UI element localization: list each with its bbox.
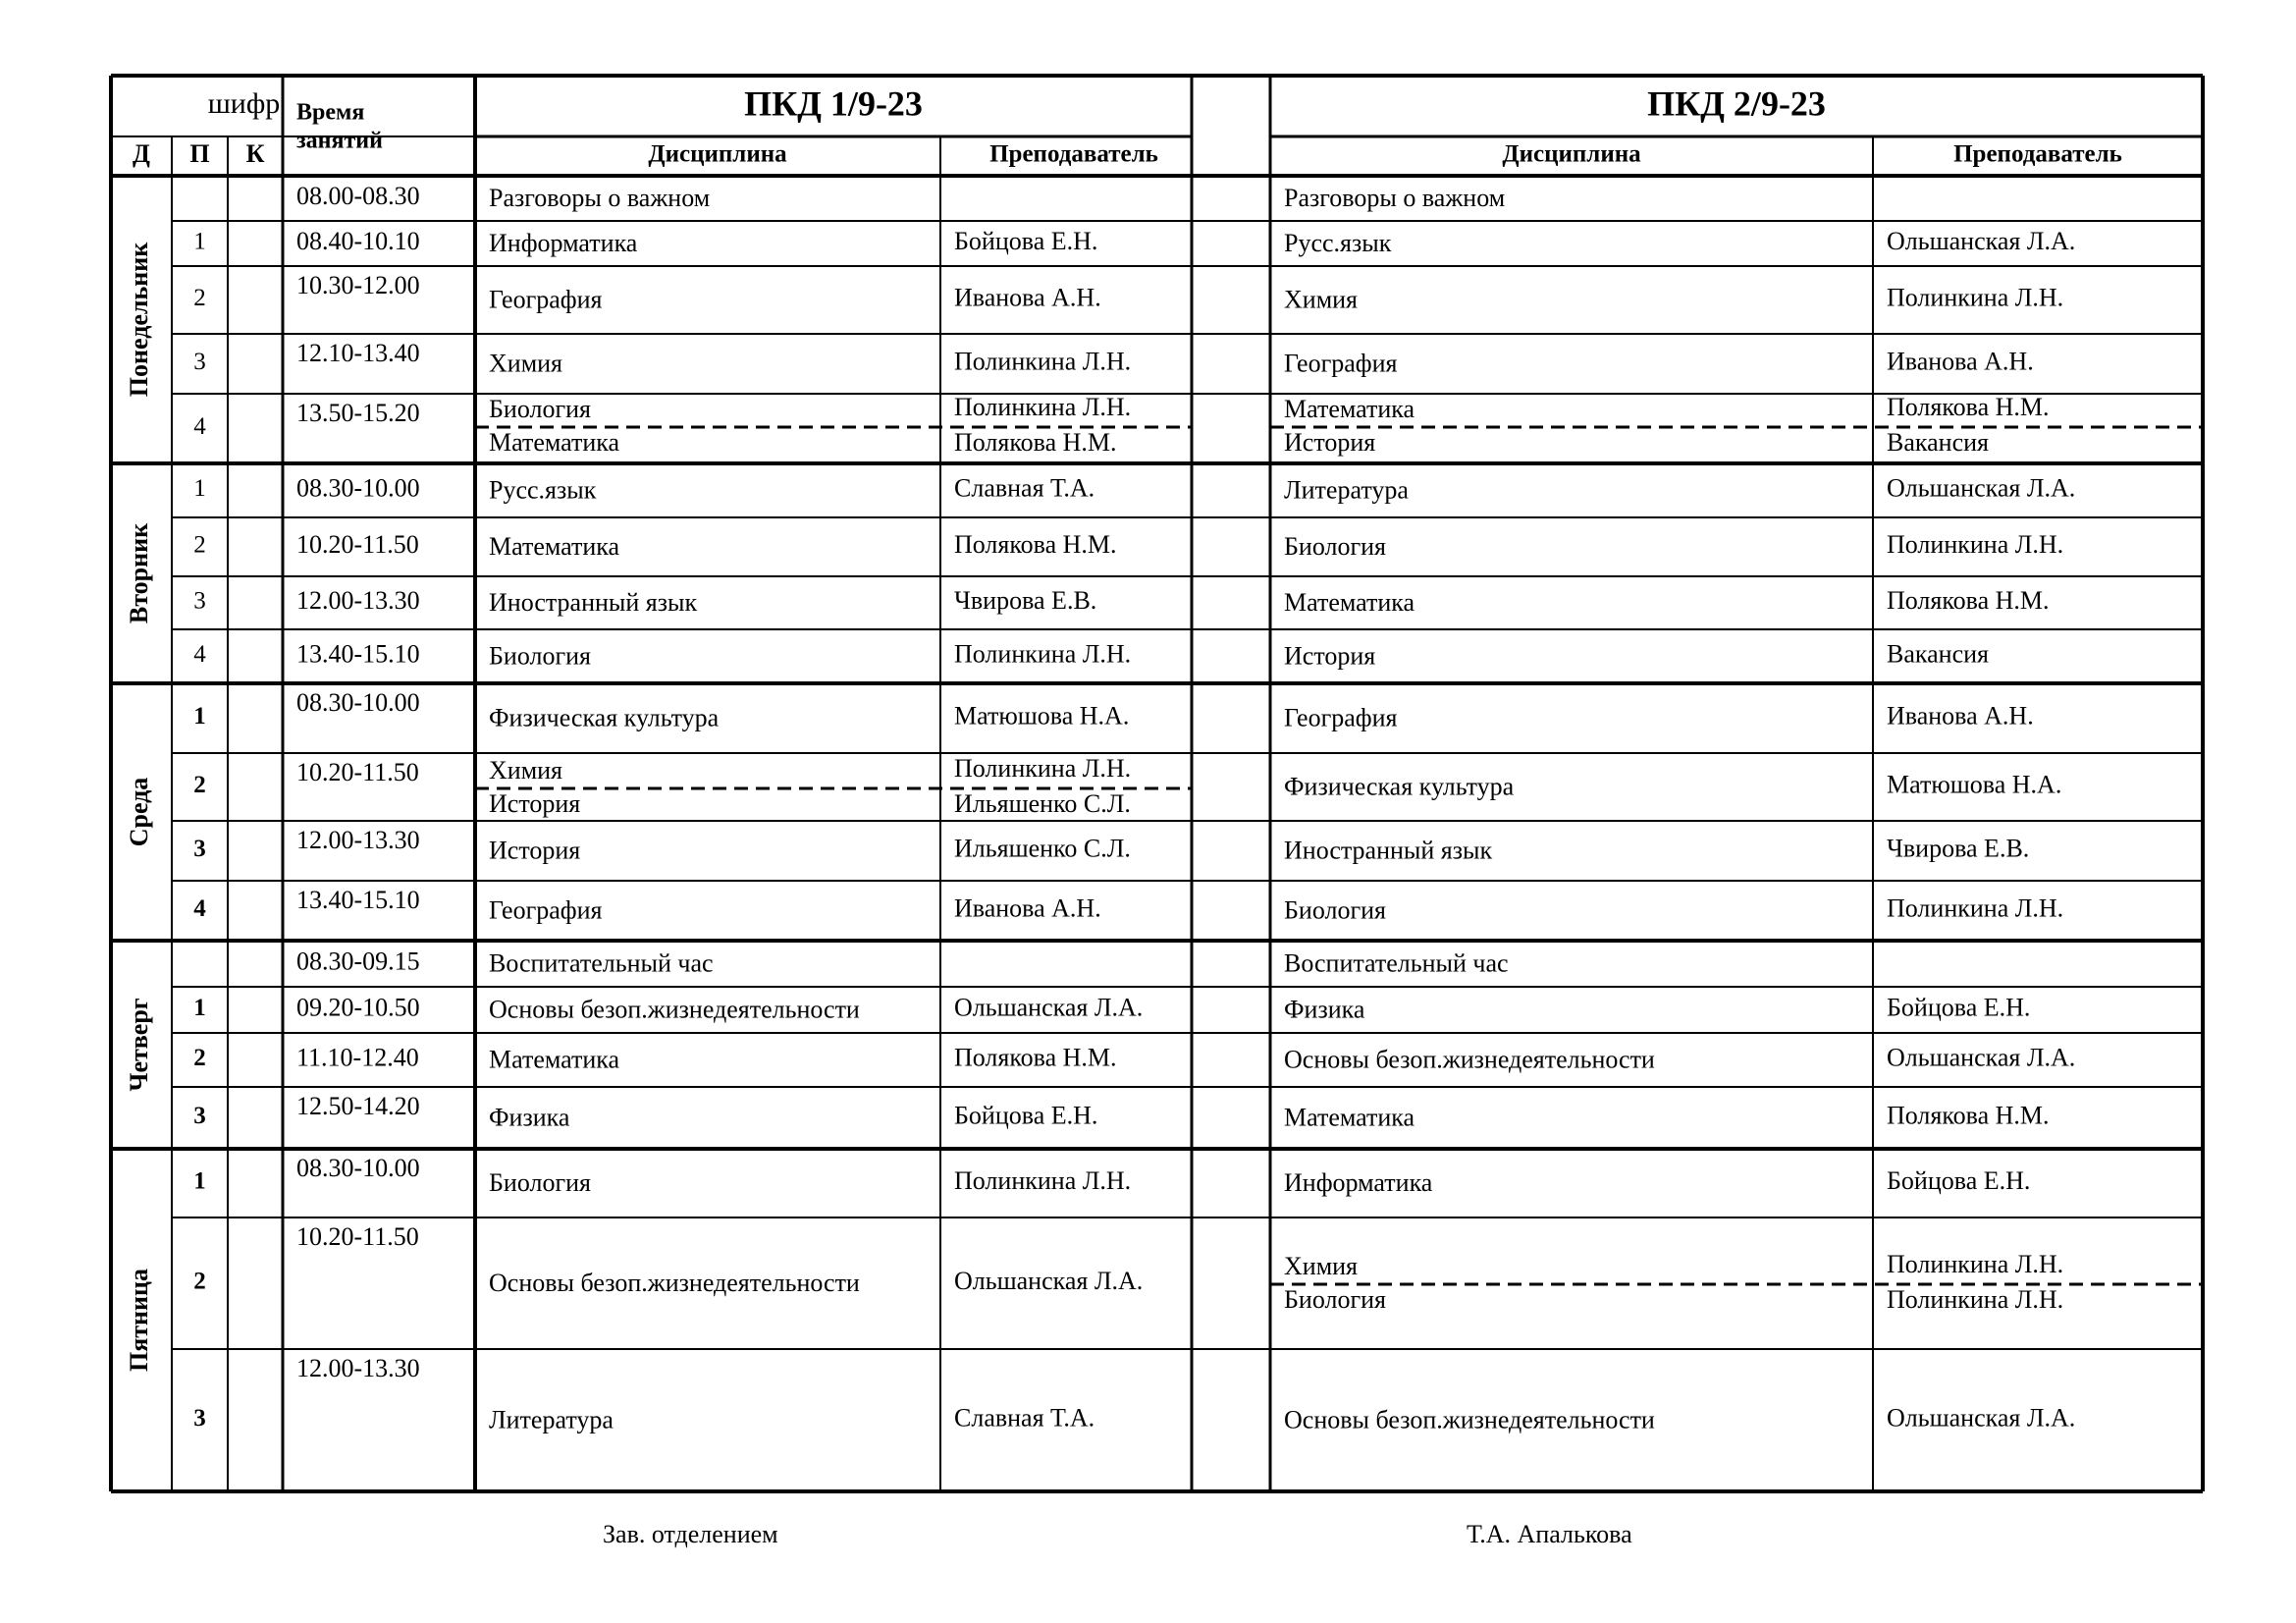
g1-teacher: Полякова Н.М.	[954, 529, 1117, 559]
lesson-number: 3	[193, 587, 206, 615]
g1-discipline: Физика	[489, 1103, 570, 1132]
g2-teacher: Чвирова Е.В.	[1887, 834, 2030, 863]
lesson-time: 10.20-11.50	[296, 757, 419, 786]
lesson-number: 2	[193, 772, 206, 799]
g2-discipline: Биология	[1284, 531, 1387, 561]
g2-discipline: Физика	[1284, 995, 1365, 1024]
lesson-time: 10.20-11.50	[296, 1221, 419, 1251]
g1-discipline: География	[489, 895, 603, 925]
g2-teacher: Полякова Н.М.	[1887, 585, 2050, 615]
lesson-time: 10.20-11.50	[296, 529, 419, 559]
header-col-k: К	[245, 138, 265, 168]
lesson-time: 08.40-10.10	[296, 226, 420, 255]
g2-teacher: Вакансия	[1887, 427, 1989, 457]
g1-teacher: Бойцова Е.Н.	[954, 226, 1098, 255]
g2-discipline: История	[1284, 427, 1376, 457]
day-name: Понедельник	[124, 242, 153, 398]
g1-teacher: Полякова Н.М.	[954, 427, 1117, 457]
header-group2: ПКД 2/9-23	[1647, 83, 1826, 124]
lesson-number: 3	[193, 349, 206, 376]
header-group1: ПКД 1/9-23	[744, 83, 923, 124]
lesson-number: 2	[193, 531, 206, 559]
g2-discipline: Информатика	[1284, 1167, 1433, 1197]
g1-teacher: Иванова А.Н.	[954, 283, 1101, 312]
header-time-1: Время	[296, 99, 365, 126]
lesson-time: 12.00-13.30	[296, 1353, 420, 1382]
g2-teacher: Ольшанская Л.А.	[1887, 226, 2076, 255]
g2-teacher: Бойцова Е.Н.	[1887, 1165, 2031, 1195]
g1-discipline: География	[489, 285, 603, 314]
g2-teacher: Полинкина Л.Н.	[1887, 893, 2064, 923]
g2-discipline: Математика	[1284, 1103, 1415, 1132]
g2-discipline: История	[1284, 641, 1376, 671]
g1-teacher: Матюшова Н.А.	[954, 701, 1130, 730]
g2-teacher: Полякова Н.М.	[1887, 1101, 2050, 1130]
g1-discipline: Математика	[489, 1045, 620, 1074]
g2-discipline: Разговоры о важном	[1284, 183, 1506, 212]
lesson-time: 13.40-15.10	[296, 885, 420, 914]
g2-teacher: Вакансия	[1887, 639, 1989, 669]
lesson-time: 08.30-10.00	[296, 1153, 420, 1182]
lesson-time: 08.00-08.30	[296, 181, 420, 210]
g2-teacher: Ольшанская Л.А.	[1887, 1043, 2076, 1072]
lesson-number: 1	[193, 703, 206, 730]
g1-discipline: Основы безоп.жизнедеятельности	[489, 995, 860, 1024]
g2-discipline: Основы безоп.жизнедеятельности	[1284, 1405, 1655, 1434]
g1-teacher: Славная Т.А.	[954, 473, 1095, 503]
g1-discipline: Математика	[489, 531, 620, 561]
g1-discipline: Физическая культура	[489, 703, 720, 732]
g1-teacher: Ильяшенко С.Л.	[954, 834, 1131, 863]
lesson-time: 12.50-14.20	[296, 1091, 420, 1120]
lesson-time: 09.20-10.50	[296, 993, 420, 1022]
g2-discipline: Биология	[1284, 895, 1387, 925]
header-time-2: занятий	[296, 128, 383, 154]
lesson-time: 12.00-13.30	[296, 585, 420, 615]
g2-discipline: Литература	[1284, 475, 1409, 505]
header-g2-teacher: Преподаватель	[1953, 140, 2122, 168]
g1-teacher: Полинкина Л.Н.	[954, 347, 1132, 376]
g1-teacher: Полинкина Л.Н.	[954, 753, 1132, 783]
lesson-number: 4	[193, 641, 206, 669]
g1-discipline: Биология	[489, 641, 592, 671]
header-g1-discipline: Дисциплина	[648, 140, 787, 168]
g2-discipline: География	[1284, 349, 1398, 378]
g2-teacher: Полинкина Л.Н.	[1887, 1284, 2064, 1314]
footer-signer: Т.А. Апалькова	[1467, 1520, 1632, 1548]
g2-teacher: Полинкина Л.Н.	[1887, 529, 2064, 559]
lesson-number: 2	[193, 1268, 206, 1295]
g1-discipline: Информатика	[489, 228, 638, 257]
lesson-number: 3	[193, 1103, 206, 1130]
g2-discipline: Химия	[1284, 285, 1359, 314]
g1-teacher: Ольшанская Л.А.	[954, 993, 1144, 1022]
g1-discipline: Химия	[489, 349, 563, 378]
lesson-number: 2	[193, 285, 206, 312]
lesson-number: 1	[193, 1167, 206, 1195]
g1-discipline: Воспитательный час	[489, 948, 714, 978]
g2-teacher: Ольшанская Л.А.	[1887, 473, 2076, 503]
g2-teacher: Иванова А.Н.	[1887, 701, 2034, 730]
g2-discipline: Воспитательный час	[1284, 948, 1509, 978]
g1-teacher: Ильяшенко С.Л.	[954, 788, 1131, 818]
header-col-d: Д	[133, 138, 150, 168]
g2-discipline: Иностранный язык	[1284, 836, 1493, 865]
g1-discipline: Русс.язык	[489, 475, 597, 505]
g1-teacher: Славная Т.А.	[954, 1403, 1095, 1433]
lesson-time: 12.00-13.30	[296, 825, 420, 854]
lesson-time: 08.30-10.00	[296, 473, 420, 503]
lesson-time: 08.30-09.15	[296, 947, 420, 976]
lesson-number: 3	[193, 1405, 206, 1433]
g2-teacher: Полинкина Л.Н.	[1887, 283, 2064, 312]
g1-teacher: Чвирова Е.В.	[954, 585, 1097, 615]
g2-discipline: Математика	[1284, 394, 1415, 423]
lesson-time: 13.40-15.10	[296, 639, 420, 669]
g1-discipline: Биология	[489, 394, 592, 423]
lesson-number: 4	[193, 413, 206, 441]
g2-discipline: Русс.язык	[1284, 228, 1392, 257]
g2-discipline: Физическая культура	[1284, 772, 1515, 801]
header-cipher: шифр	[207, 86, 281, 120]
lesson-number: 1	[193, 995, 206, 1022]
g2-discipline: Химия	[1284, 1251, 1359, 1280]
g2-teacher: Иванова А.Н.	[1887, 347, 2034, 376]
g2-teacher: Матюшова Н.А.	[1887, 770, 2062, 799]
lesson-number: 1	[193, 475, 206, 503]
lesson-time: 10.30-12.00	[296, 270, 420, 299]
g1-discipline: Литература	[489, 1405, 614, 1434]
footer-position: Зав. отделением	[603, 1520, 778, 1548]
g1-discipline: История	[489, 788, 581, 818]
g1-discipline: Математика	[489, 427, 620, 457]
g2-discipline: Математика	[1284, 587, 1415, 617]
schedule-cells	[125, 83, 2122, 1434]
g2-teacher: Ольшанская Л.А.	[1887, 1403, 2076, 1433]
g1-discipline: Основы безоп.жизнедеятельности	[489, 1268, 860, 1297]
lesson-number: 4	[193, 895, 206, 923]
header-g2-discipline: Дисциплина	[1502, 140, 1641, 168]
g1-teacher: Полинкина Л.Н.	[954, 392, 1132, 421]
day-name: Вторник	[124, 522, 153, 624]
g1-teacher: Полинкина Л.Н.	[954, 1165, 1132, 1195]
g1-discipline: Химия	[489, 755, 563, 784]
g1-discipline: История	[489, 836, 581, 865]
g2-discipline: Биология	[1284, 1284, 1387, 1314]
g2-teacher: Полинкина Л.Н.	[1887, 1249, 2064, 1278]
g1-teacher: Полинкина Л.Н.	[954, 639, 1132, 669]
lesson-number: 3	[193, 836, 206, 863]
lesson-time: 13.50-15.20	[296, 398, 420, 427]
lesson-time: 12.10-13.40	[296, 338, 420, 367]
lesson-time: 08.30-10.00	[296, 687, 420, 717]
g1-discipline: Разговоры о важном	[489, 183, 711, 212]
day-name: Среда	[124, 777, 153, 847]
g2-teacher: Бойцова Е.Н.	[1887, 993, 2031, 1022]
g2-discipline: География	[1284, 703, 1398, 732]
g1-teacher: Бойцова Е.Н.	[954, 1101, 1098, 1130]
g1-discipline: Иностранный язык	[489, 587, 698, 617]
g2-discipline: Основы безоп.жизнедеятельности	[1284, 1045, 1655, 1074]
header-g1-teacher: Преподаватель	[989, 140, 1158, 168]
g1-teacher: Ольшанская Л.А.	[954, 1266, 1144, 1295]
g2-teacher: Полякова Н.М.	[1887, 392, 2050, 421]
lesson-number: 2	[193, 1045, 206, 1072]
day-name: Четверг	[124, 998, 153, 1092]
g1-discipline: Биология	[489, 1167, 592, 1197]
day-name: Пятница	[124, 1268, 153, 1373]
g1-teacher: Иванова А.Н.	[954, 893, 1101, 923]
header-col-p: П	[189, 138, 210, 168]
lesson-time: 11.10-12.40	[296, 1043, 419, 1072]
lesson-number: 1	[193, 228, 206, 255]
g1-teacher: Полякова Н.М.	[954, 1043, 1117, 1072]
